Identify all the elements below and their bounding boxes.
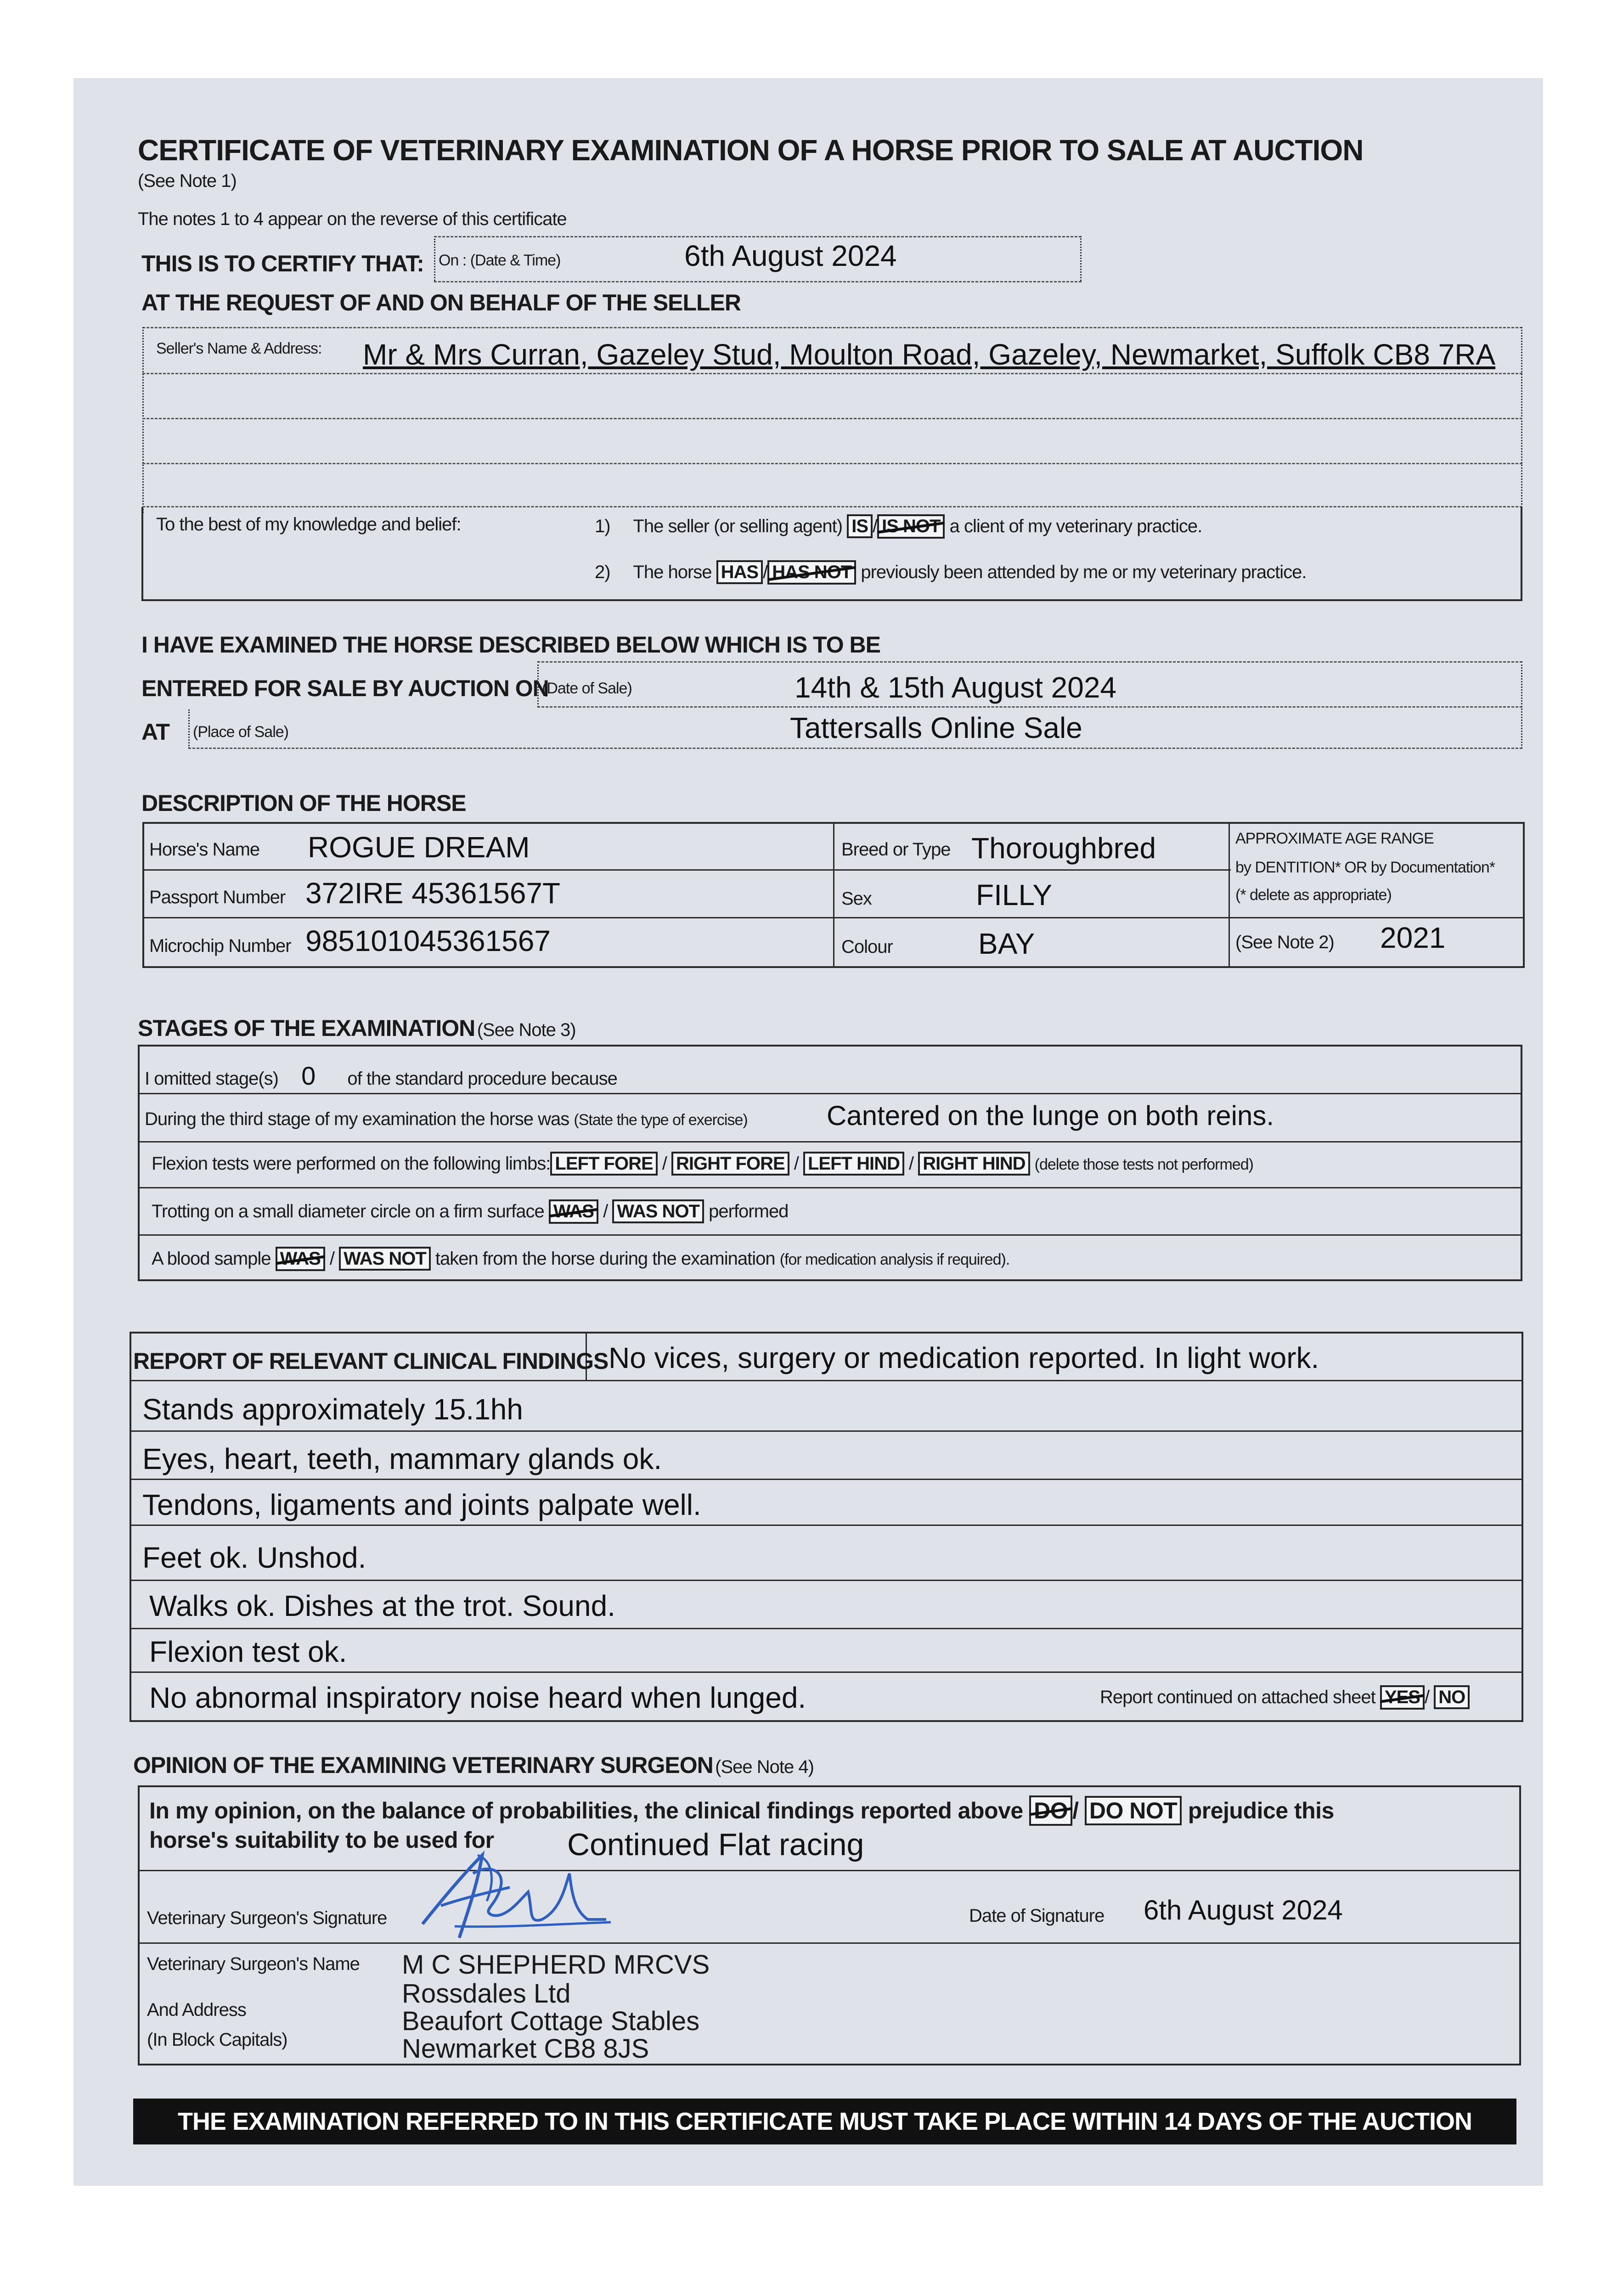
stages-heading-note: (See Note 3): [477, 1020, 576, 1040]
report-line-2[interactable]: Eyes, heart, teeth, mammary glands ok.: [142, 1442, 662, 1475]
certify-date-value[interactable]: 6th August 2024: [684, 239, 897, 272]
report-line-1[interactable]: Stands approximately 15.1hh: [142, 1393, 523, 1426]
stages-heading: [138, 1015, 576, 1041]
item2-number: 2): [595, 562, 610, 582]
continued-no-option[interactable]: NO: [1434, 1685, 1470, 1709]
age-value[interactable]: 2021: [1380, 921, 1446, 954]
age-delete-note: (* delete as appropriate): [1235, 886, 1392, 904]
seller-value[interactable]: Mr & Mrs Curran, Gazeley Stud, Moulton Road, Gazeley, Newmarket, Suffolk CB8 7RA: [363, 338, 1496, 371]
flexion-left-fore[interactable]: LEFT FORE: [550, 1152, 657, 1176]
vet-address-label-1: And Address: [147, 2000, 246, 2020]
flexion-label: Flexion tests were performed on the following limbs:: [152, 1154, 551, 1174]
item2-slash: /: [763, 562, 768, 582]
at-label: AT: [141, 719, 169, 745]
blood-row: A blood sample WAS / WAS NOT taken from the horse during the examination (for medication analysis if required).: [152, 1247, 1009, 1271]
omitted-post: of the standard procedure because: [347, 1069, 617, 1089]
certificate-title: CERTIFICATE OF VETERINARY EXAMINATION OF A HORSE PRIOR TO SALE AT AUCTION: [138, 134, 1364, 167]
see-note-1: (See Note 1): [138, 171, 237, 191]
opinion-use-value[interactable]: Continued Flat racing: [567, 1827, 864, 1862]
auction-deadline-banner: THE EXAMINATION REFERRED TO IN THIS CERTIFICATE MUST TAKE PLACE WITHIN 14 DAYS OF THE AUCTION: [133, 2099, 1516, 2144]
opinion-do-not-option[interactable]: DO NOT: [1085, 1796, 1182, 1825]
opinion-text-post: prejudice this: [1188, 1798, 1334, 1823]
sex-value[interactable]: FILLY: [976, 878, 1052, 912]
notes-text: The notes 1 to 4 appear on the reverse of this certificate: [138, 209, 567, 229]
opinion-heading-text: OPINION OF THE EXAMINING VETERINARY SURGEON: [133, 1752, 713, 1778]
vet-signature: [413, 1846, 615, 1947]
flexion-right-hind[interactable]: RIGHT HIND: [918, 1152, 1030, 1176]
examined-line-2: ENTERED FOR SALE BY AUCTION ON: [141, 675, 549, 701]
third-stage-note: (State the type of exercise): [574, 1111, 748, 1129]
blood-was-option[interactable]: WAS: [276, 1247, 325, 1271]
vet-name-label: Veterinary Surgeon's Name: [147, 1954, 360, 1974]
blood-label: A blood sample: [152, 1249, 271, 1269]
horse-has-not-option[interactable]: HAS NOT: [767, 560, 856, 585]
blood-was-not-option[interactable]: WAS NOT: [339, 1247, 431, 1271]
flexion-right-fore[interactable]: RIGHT FORE: [671, 1152, 789, 1176]
report-line-4[interactable]: Feet ok. Unshod.: [142, 1541, 366, 1574]
vet-address-line-4[interactable]: Newmarket CB8 8JS: [402, 2034, 649, 2064]
report-line-7[interactable]: No abnormal inspiratory noise heard when lunged.: [149, 1681, 806, 1714]
age-heading: APPROXIMATE AGE RANGE: [1235, 830, 1434, 847]
microchip-value[interactable]: 985101045361567: [305, 924, 551, 957]
date-of-signature-label: Date of Signature: [969, 1906, 1105, 1926]
colour-label: Colour: [841, 937, 893, 957]
omitted-row: [145, 1061, 617, 1091]
report-heading: REPORT OF RELEVANT CLINICAL FINDINGS: [133, 1348, 609, 1374]
report-line-3[interactable]: Tendons, ligaments and joints palpate well.: [142, 1488, 701, 1521]
report-line-6[interactable]: Flexion test ok.: [149, 1635, 347, 1668]
stages-heading-text: STAGES OF THE EXAMINATION: [138, 1015, 475, 1041]
report-continued: Report continued on attached sheet YES / NO: [1100, 1685, 1470, 1710]
horse-has-option[interactable]: HAS: [716, 560, 763, 584]
colour-value[interactable]: BAY: [978, 927, 1035, 960]
item1-slash: /: [873, 516, 878, 536]
signature-label: Veterinary Surgeon's Signature: [147, 1908, 387, 1928]
flexion-note: (delete those tests not performed): [1034, 1156, 1253, 1173]
description-heading: DESCRIPTION OF THE HORSE: [141, 790, 466, 816]
sale-date-value[interactable]: 14th & 15th August 2024: [795, 671, 1117, 704]
vet-address-line-1[interactable]: M C SHEPHERD MRCVS: [402, 1950, 710, 1980]
examined-line-1: I HAVE EXAMINED THE HORSE DESCRIBED BELOW WHICH IS TO BE: [141, 632, 880, 658]
knowledge-label: To the best of my knowledge and belief:: [156, 514, 461, 535]
age-see-note: (See Note 2): [1235, 932, 1334, 952]
continued-label: Report continued on attached sheet: [1100, 1687, 1375, 1707]
on-date-label: On : (Date & Time): [439, 252, 561, 269]
third-stage-row: [145, 1109, 748, 1130]
continued-yes-option[interactable]: YES: [1380, 1685, 1425, 1710]
breed-label: Breed or Type: [841, 839, 951, 860]
certify-label: THIS IS TO CERTIFY THAT:: [141, 251, 424, 276]
sex-label: Sex: [841, 889, 872, 909]
opinion-heading-note: (See Note 4): [715, 1757, 814, 1777]
opinion-do-option[interactable]: DO: [1029, 1795, 1072, 1826]
seller-label: Seller's Name & Address:: [156, 340, 322, 357]
breed-value[interactable]: Thoroughbred: [971, 832, 1156, 865]
trot-was-not-option[interactable]: WAS NOT: [612, 1199, 704, 1223]
flexion-left-hind[interactable]: LEFT HIND: [803, 1152, 904, 1176]
third-stage-value[interactable]: Cantered on the lunge on both reins.: [827, 1100, 1274, 1131]
item2-pre: The horse: [633, 562, 712, 582]
third-stage-label: During the third stage of my examination the horse was: [145, 1109, 569, 1129]
trot-post: performed: [709, 1201, 789, 1221]
opinion-text-pre: In my opinion, on the balance of probabilities, the clinical findings reported above: [149, 1798, 1023, 1823]
item1-pre: The seller (or selling agent): [633, 516, 843, 536]
omitted-label: I omitted stage(s): [145, 1069, 279, 1089]
item2-post: previously been attended by me or my veterinary practice.: [861, 562, 1307, 582]
trot-was-option[interactable]: WAS: [549, 1199, 598, 1224]
request-label: AT THE REQUEST OF AND ON BEHALF OF THE SELLER: [141, 290, 741, 315]
omitted-value[interactable]: 0: [301, 1061, 316, 1090]
item1-number: 1): [595, 516, 610, 536]
vet-address-line-2[interactable]: Rossdales Ltd: [402, 1979, 571, 2009]
passport-label: Passport Number: [149, 887, 286, 907]
microchip-label: Microchip Number: [149, 936, 291, 956]
age-method: by DENTITION* OR by Documentation*: [1235, 859, 1495, 876]
horse-name-value[interactable]: ROGUE DREAM: [308, 831, 530, 864]
flexion-row: Flexion tests were performed on the following limbs: LEFT FORE / RIGHT FORE / LEFT HIND / RIGHT HIND (delete those tests not performed): [152, 1154, 1253, 1174]
trot-row: Trotting on a small diameter circle on a firm surface WAS / WAS NOT performed: [152, 1199, 788, 1224]
report-first-line[interactable]: No vices, surgery or medication reported. In light work.: [609, 1341, 1319, 1374]
blood-post: taken from the horse during the examination: [435, 1249, 775, 1269]
place-value[interactable]: Tattersalls Online Sale: [790, 711, 1082, 744]
date-of-signature-value[interactable]: 6th August 2024: [1144, 1895, 1343, 1925]
blood-note: (for medication analysis if required).: [779, 1251, 1010, 1268]
item1-post: a client of my veterinary practice.: [949, 516, 1202, 536]
vet-address-line-3[interactable]: Beaufort Cottage Stables: [402, 2006, 700, 2036]
vet-address-label-2: (In Block Capitals): [147, 2030, 287, 2050]
trot-label: Trotting on a small diameter circle on a firm surface: [152, 1201, 544, 1221]
opinion-text-line-2: horse's suitability to be used for: [149, 1827, 494, 1853]
opinion-heading: [133, 1752, 814, 1778]
knowledge-item-1: [595, 514, 1202, 539]
seller-is-option[interactable]: IS: [847, 514, 873, 538]
report-line-5[interactable]: Walks ok. Dishes at the trot. Sound.: [149, 1589, 615, 1622]
opinion-text-line-1: In my opinion, on the balance of probabilities, the clinical findings reported above DO / DO NOT prejudice this: [149, 1795, 1334, 1826]
place-label: (Place of Sale): [193, 723, 288, 741]
horse-name-label: Horse's Name: [149, 839, 260, 860]
seller-is-not-option[interactable]: IS NOT: [877, 514, 945, 539]
knowledge-item-2: [595, 560, 1307, 585]
sale-date-label: (Date of Sale): [542, 680, 632, 697]
passport-value[interactable]: 372IRE 45361567T: [305, 877, 561, 910]
